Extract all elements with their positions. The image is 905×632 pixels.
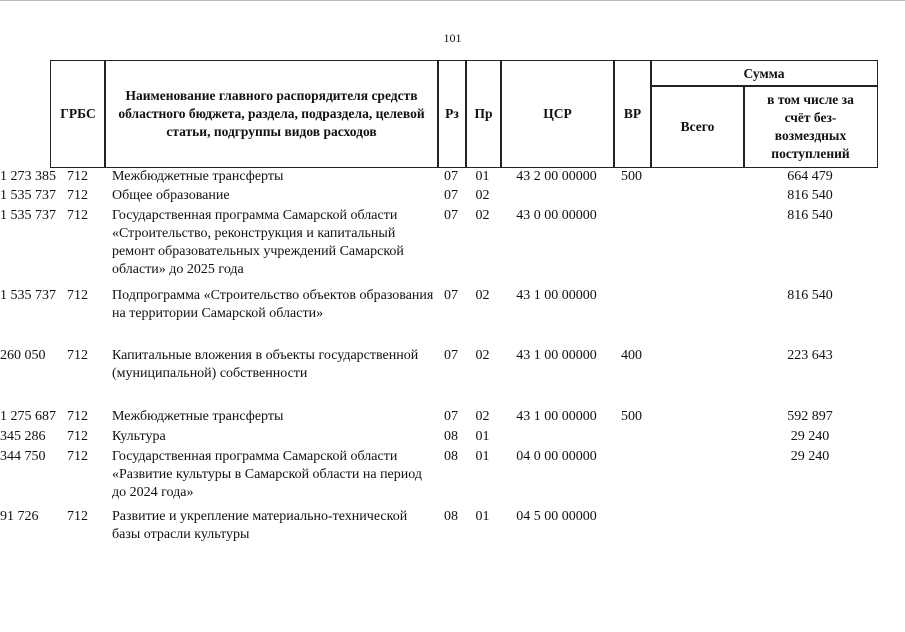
cell-vr: 400 [621,348,642,363]
header-sum: Сумма [650,60,878,87]
page-number: 101 [443,31,462,45]
cell-grbs: 712 [67,169,88,184]
cell-name: Развитие и укрепление материально-технической базы отрасли культуры [112,509,408,542]
cell-rz: 07 [444,208,458,223]
header-vr: ВР [613,60,652,168]
header-name: Наименование главного распорядителя средств областного бюджета, раздела, подраздела, целевой статьи, подгруппы видов расходов [104,60,439,168]
cell-total: 91 726 [0,509,39,524]
header-free: в том числе за счёт без-возмездных поступлений [743,85,878,168]
cell-rz: 07 [444,188,458,203]
cell-grbs: 712 [67,208,88,223]
cell-total: 1 275 687 [0,409,56,424]
cell-total: 1 273 385 [0,169,56,184]
cell-free: 816 540 [787,208,833,223]
cell-grbs: 712 [67,509,88,524]
cell-rz: 07 [444,348,458,363]
cell-total: 1 535 737 [0,288,56,303]
cell-total: 260 050 [0,348,46,363]
cell-rz: 07 [444,288,458,303]
cell-rz: 08 [444,429,458,444]
cell-pr: 01 [475,509,490,524]
cell-grbs: 712 [67,188,88,203]
cell-free: 29 240 [790,449,830,464]
header-total: Всего [650,85,745,168]
cell-rz: 07 [444,409,458,424]
cell-name: Межбюджетные трансферты [112,169,284,184]
cell-name: Общее образование [112,188,230,203]
header-pr: Пр [465,60,502,168]
cell-rz: 08 [444,509,458,524]
header-csr: ЦСР [500,60,615,168]
cell-name: Государственная программа Самарской области «Строительство, реконструкция и капитальный ремонт образовательных учреждений Самарской области» до 2025 года [112,208,404,277]
cell-free: 592 897 [787,409,833,424]
cell-csr: 43 0 00 00000 [516,208,597,223]
cell-pr: 01 [475,449,490,464]
header-grbs: ГРБС [50,60,106,168]
cell-pr: 02 [475,288,490,303]
cell-name: Капитальные вложения в объекты государственной (муниципальной) собственности [112,348,419,381]
cell-free: 29 240 [790,429,830,444]
cell-vr: 500 [621,169,642,184]
scan-edge [0,0,905,1]
cell-name: Культура [112,429,166,444]
cell-pr: 02 [475,208,490,223]
cell-pr: 02 [475,348,490,363]
cell-free: 816 540 [787,288,833,303]
cell-csr: 04 0 00 00000 [516,449,597,464]
cell-pr: 01 [475,169,490,184]
cell-csr: 43 1 00 00000 [516,348,597,363]
cell-rz: 07 [444,169,458,184]
cell-grbs: 712 [67,288,88,303]
cell-grbs: 712 [67,449,88,464]
cell-pr: 02 [475,188,490,203]
cell-grbs: 712 [67,348,88,363]
cell-csr: 43 2 00 00000 [516,169,597,184]
cell-grbs: 712 [67,409,88,424]
cell-csr: 04 5 00 00000 [516,509,597,524]
cell-free: 664 479 [787,169,833,184]
cell-free: 816 540 [787,188,833,203]
cell-vr: 500 [621,409,642,424]
cell-grbs: 712 [67,429,88,444]
cell-rz: 08 [444,449,458,464]
cell-pr: 01 [475,429,490,444]
cell-total: 345 286 [0,429,46,444]
cell-pr: 02 [475,409,490,424]
cell-free: 223 643 [787,348,833,363]
cell-total: 1 535 737 [0,208,56,223]
cell-total: 344 750 [0,449,46,464]
cell-name: Межбюджетные трансферты [112,409,284,424]
header-rz: Рз [437,60,467,168]
cell-name: Подпрограмма «Строительство объектов образования на территории Самарской области» [112,288,434,321]
cell-total: 1 535 737 [0,188,56,203]
cell-csr: 43 1 00 00000 [516,409,597,424]
cell-csr: 43 1 00 00000 [516,288,597,303]
cell-name: Государственная программа Самарской области «Развитие культуры в Самарской области на период до 2024 года» [112,449,422,500]
